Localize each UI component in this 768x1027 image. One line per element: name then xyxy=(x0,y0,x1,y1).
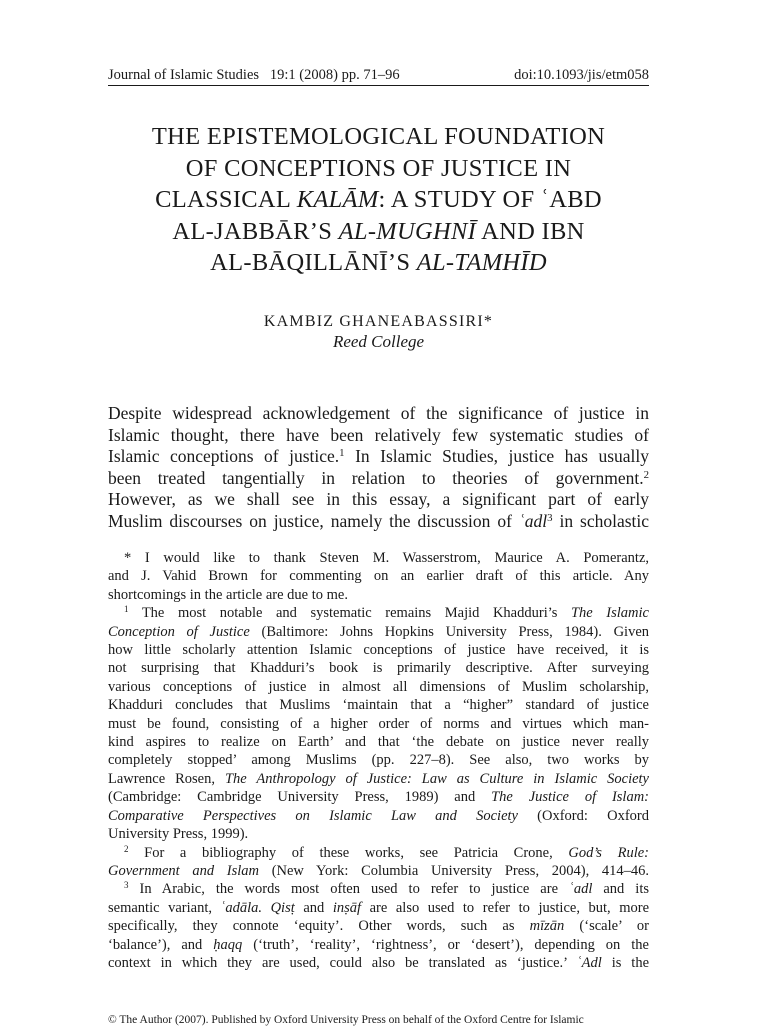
body-line: been treated tangentially in relation to theories of government.$^2$ xyxy=(108,467,649,488)
footnote-star: * I would like to thank Steven M. Wasserstrom, Maurice A. Pomerantz, xyxy=(124,550,650,566)
author-affiliation: Reed College xyxy=(332,332,425,351)
title-line: AL-JABBĀR’S AL-MUGHNĪ AND IBN xyxy=(172,217,585,245)
footnote-3: $^3$ In Arabic, the words most often used to refer to justice are ʿadl and its xyxy=(124,880,650,898)
footnote-line: (Cambridge: Cambridge University Press, 1989) and The Justice of Islam: xyxy=(108,789,650,806)
body-line: Islamic thought, there have been relatively few systematic studies of xyxy=(108,424,649,445)
footnote-ref: 3 xyxy=(547,512,553,525)
footnote-line: context in which they are used, could also be translated as ‘justice.’ ʿAdl is the xyxy=(108,954,650,971)
footnote-line: ‘balance’), and ḥaqq (‘truth’, ‘reality’, ‘rightness’, or ‘desert’), depending on the xyxy=(108,936,649,953)
footnote-line: and J. Vahid Brown for commenting on an earlier draft of this article. Any xyxy=(108,568,649,585)
title-line: AL-BĀQILLĀNĪ’S AL-TAMHĪD xyxy=(210,249,547,276)
footnote-line: not surprising that Khadduri’s book is primarily descriptive. After surveying xyxy=(108,660,649,677)
footnote-line: University Press, 1999). xyxy=(108,826,249,843)
journal-citation: Journal of Islamic Studies 19:1 (2008) pp. 71–96 xyxy=(108,67,400,83)
doi: doi:10.1093/jis/etm058 xyxy=(514,67,649,83)
article-title xyxy=(108,121,649,279)
footnote-line: Khadduri concludes that Muslims ‘maintain that a “higher” standard of justice xyxy=(108,697,649,714)
title-line: THE EPISTEMOLOGICAL FOUNDATION xyxy=(151,123,606,150)
footnote-line: how little scholarly attention Islamic conceptions of justice have received, it is xyxy=(108,642,649,659)
footnote-line: kind aspires to realize on Earth’ and that ‘the debate on justice never really xyxy=(108,734,649,751)
footnote-line: shortcomings in the article are due to me. xyxy=(108,586,348,603)
title-line: CLASSICAL KALĀM: A STUDY OF ʿABD xyxy=(155,186,602,213)
footnote-1: $^1$ The most notable and systematic remains Majid Khadduri’s The Islamic xyxy=(124,604,649,622)
footnote-line: various conceptions of justice in almost all dimensions of Muslim scholarship, xyxy=(108,678,649,695)
footnote-line: specifically, they connote ‘equity’. Other words, such as mīzān (‘scale’ or xyxy=(108,918,649,935)
author-name: KAMBIZ GHANEABASSIRI* xyxy=(263,313,494,330)
footnote-2: $^2$ For a bibliography of these works, see Patricia Crone, God’s Rule: xyxy=(124,843,649,861)
body-line: Muslim discourses on justice, namely the discussion of ʿadl$^3$ in scholastic xyxy=(108,510,650,531)
footnote-line: must be found, consisting of a higher order of norms and virtues which man- xyxy=(108,715,649,732)
footnotes xyxy=(108,549,649,972)
footnote-ref: 1 xyxy=(339,447,345,460)
title-line: OF CONCEPTIONS OF JUSTICE IN xyxy=(185,154,572,182)
footnote-line: Lawrence Rosen, The Anthropology of Justice: Law as Culture in Islamic Society xyxy=(108,770,649,787)
footnote-line: semantic variant, ʿadāla. Qisṭ and inṣāf are also used to refer to justice, but, more xyxy=(108,899,650,916)
footnote-line: Conception of Justice (Baltimore: Johns Hopkins University Press, 1984). Given xyxy=(108,623,650,640)
running-header xyxy=(108,67,649,86)
copyright-footer: © The Author (2007). Published by Oxford University Press on behalf of the Oxford Centre for Islamic xyxy=(108,1014,584,1026)
body-paragraph xyxy=(108,403,649,533)
body-line: However, as we shall see in this essay, a significant part of early xyxy=(108,489,649,510)
body-line: Islamic conceptions of justice.$^1$ In Islamic Studies, justice has usually xyxy=(108,446,649,467)
footnote-line: Comparative Perspectives on Islamic Law and Society (Oxford: Oxford xyxy=(108,807,649,824)
body-line: Despite widespread acknowledgement of the significance of justice in xyxy=(108,403,649,423)
footnote-ref: 2 xyxy=(643,468,649,481)
footnote-line: Government and Islam (New York: Columbia University Press, 2004), 414–46. xyxy=(108,862,650,879)
footnote-line: completely stopped’ among Muslims (pp. 227–8). See also, two works by xyxy=(108,752,649,769)
